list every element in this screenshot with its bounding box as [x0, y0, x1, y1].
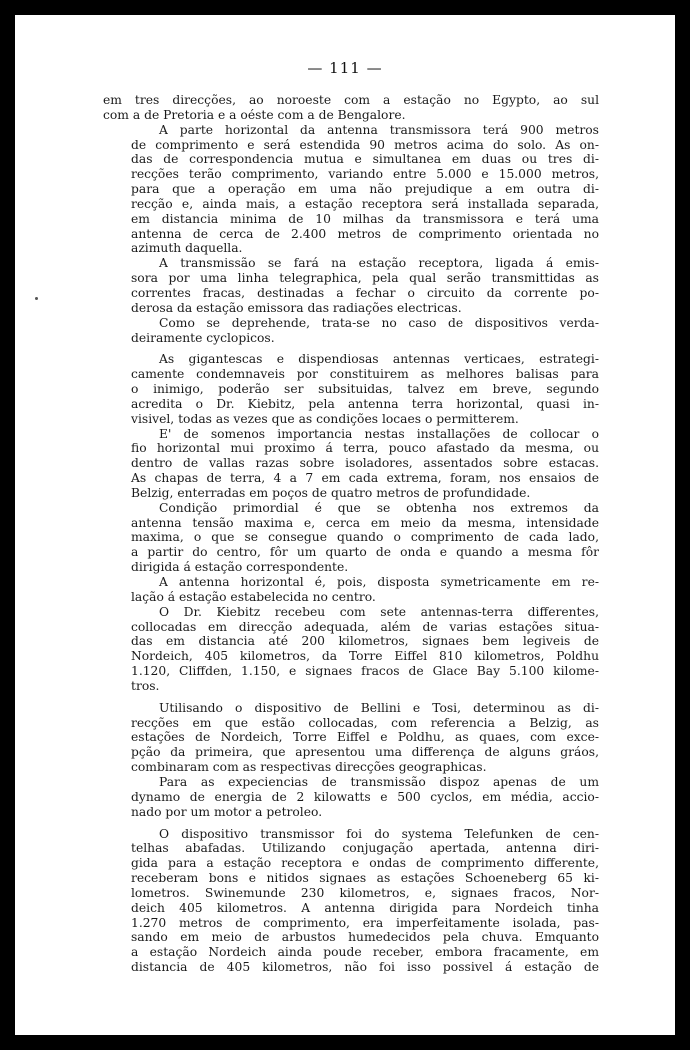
text-line: lação á estação estabelecida no centro.	[131, 589, 376, 604]
paragraph	[103, 316, 599, 346]
text-line: O Dr. Kiebitz recebeu com sete antennas-terra differentes,	[159, 604, 599, 619]
text-line: deich 405 kilometros. A antenna dirigida para Nordeich tinha	[131, 900, 599, 915]
text-line: 1.270 metros de comprimento, era imperfeitamente isolada, pas-	[131, 915, 599, 930]
text-line: estações de Nordeich, Torre Eiffel e Poldhu, as quaes, com exce-	[131, 730, 599, 745]
paragraph	[103, 352, 599, 426]
text-line: nado por um motor a petroleo.	[131, 804, 323, 819]
paragraph	[103, 701, 599, 775]
paragraph	[103, 775, 599, 820]
text-line: azimuth daquella.	[131, 241, 243, 256]
paragraph	[103, 427, 599, 501]
text-line: A parte horizontal da antenna transmissora terá 900 metros	[159, 122, 599, 137]
text-line: A antenna horizontal é, pois, disposta symetricamente em re-	[159, 575, 599, 589]
text-line: Para as expeciencias de transmissão dispoz apenas de um	[159, 774, 599, 789]
text-line: maxima, o que se consegue quando o comprimento de cada lado,	[131, 530, 599, 545]
text-line: Belzig, enterradas em poços de quatro metros de profundidade.	[131, 485, 531, 500]
text-line: tros.	[131, 678, 160, 693]
text-line: deiramente cyclopicos.	[131, 330, 275, 345]
text-line: 1.120, Cliffden, 1.150, e signaes fracos de Glace Bay 5.100 kilome-	[131, 664, 599, 679]
text-line: As gigantescas e dispendiosas antennas verticaes, estrategi-	[159, 352, 599, 367]
text-line: dynamo de energia de 2 kilowatts e 500 cyclos, em média, accio-	[131, 789, 599, 804]
text-line: As chapas de terra, 4 a 7 em cada extrema, foram, nos ensaios de	[131, 471, 599, 486]
text-line: Como se deprehende, trata-se no caso de dispositivos verda-	[159, 315, 599, 330]
text-line: o inimigo, poderão ser subsituidas, talvez em breve, segundo	[131, 382, 599, 397]
paragraph	[103, 605, 599, 694]
text-line: derosa da estação emissora das radiações electricas.	[131, 300, 462, 315]
text-line: correntes fracas, destinadas a fechar o circuito da corrente po-	[131, 285, 599, 300]
text-line: collocadas em direcção adequada, além de varias estações situa-	[131, 619, 599, 634]
text-line: E' de somenos importancia nestas installações de collocar o	[159, 426, 599, 441]
text-line: Condição primordial é que se obtenha nos extremos da	[159, 500, 599, 515]
text-line: combinaram com as respectivas direcções geographicas.	[131, 760, 487, 775]
text-line: recções terão comprimento, variando entre 5.000 e 15.000 metros,	[131, 167, 599, 182]
text-line: acredita o Dr. Kiebitz, pela antenna terra horizontal, quasi in-	[131, 396, 599, 411]
text-line: dentro de vallas razas sobre isoladores, assentados sobre estacas.	[131, 456, 599, 471]
paragraph	[103, 575, 599, 605]
text-line: camente condemnaveis por constituirem as melhores balisas para	[131, 367, 599, 382]
text-line: gida para a estação receptora e ondas de comprimento differente,	[131, 856, 599, 871]
document-page	[15, 15, 675, 1035]
scan-speck	[35, 297, 38, 300]
text-line: telhas abafadas. Utilizando conjugação apertada, antenna diri-	[131, 841, 599, 856]
text-line: das de correspondencia mutua e simultanea em duas ou tres di-	[131, 152, 599, 167]
text-line: de comprimento e será estendida 90 metros acima do solo. As on-	[131, 137, 599, 152]
text-line: distancia de 405 kilometros, não foi isso possivel á estação de	[131, 960, 599, 975]
text-line: A transmissão se fará na estação receptora, ligada á emis-	[159, 256, 599, 271]
text-line: O dispositivo transmissor foi do systema Telefunken de cen-	[159, 826, 599, 841]
text-line: antenna de cerca de 2.400 metros de comprimento orientada no	[131, 226, 599, 241]
text-line: antenna tensão maxima e, cerca em meio da mesma, intensidade	[131, 515, 599, 530]
text-line: Nordeich, 405 kilometros, da Torre Eiffel 810 kilometros, Poldhu	[131, 649, 599, 664]
text-line: recções em que estão collocadas, com referencia a Belzig, as	[131, 715, 599, 730]
text-line: das em distancia até 200 kilometros, signaes bem legiveis de	[131, 634, 599, 649]
text-line: recção e, ainda mais, a estação receptora será installada separada,	[131, 196, 599, 211]
text-line: a estação Nordeich ainda poude receber, embora fracamente, em	[131, 945, 599, 960]
text-line: em distancia minima de 10 milhas da transmissora e terá uma	[131, 211, 599, 226]
paragraph	[103, 123, 599, 257]
text-line: sora por uma linha telegraphica, pela qual serão transmittidas as	[131, 271, 599, 286]
body-text	[103, 93, 599, 975]
text-line: sando em meio de arbustos humedecidos pela chuva. Emquanto	[131, 930, 599, 945]
paragraph	[103, 501, 599, 575]
page-number: — 111 —	[307, 59, 383, 77]
text-line: para que a operação em uma não prejudique a em outra di-	[131, 182, 599, 197]
text-line: a partir do centro, fôr um quarto de onda e quando a mesma fôr	[131, 545, 599, 560]
text-line: com a de Pretoria e a oéste com a de Bengalore.	[103, 107, 406, 122]
text-line: visivel, todas as vezes que as condições locaes o permitterem.	[131, 411, 519, 426]
paragraph	[103, 93, 599, 123]
text-line: dirigida á estação correspondente.	[131, 560, 349, 575]
text-line: Utilisando o dispositivo de Bellini e Tosi, determinou as di-	[159, 700, 599, 715]
text-line: pção da primeira, que apresentou uma differença de alguns gráos,	[131, 745, 599, 760]
text-line: receberam bons e nitidos signaes as estações Schoeneberg 65 ki-	[131, 871, 599, 886]
paragraph	[103, 827, 599, 975]
text-line: em tres direcções, ao noroeste com a estação no Egypto, ao sul	[103, 93, 599, 107]
text-line: fio horizontal mui proximo á terra, pouco afastado da mesma, ou	[131, 441, 599, 456]
paragraph	[103, 256, 599, 315]
text-line: lometros. Swinemunde 230 kilometros, e, signaes fracos, Nor-	[131, 885, 599, 900]
